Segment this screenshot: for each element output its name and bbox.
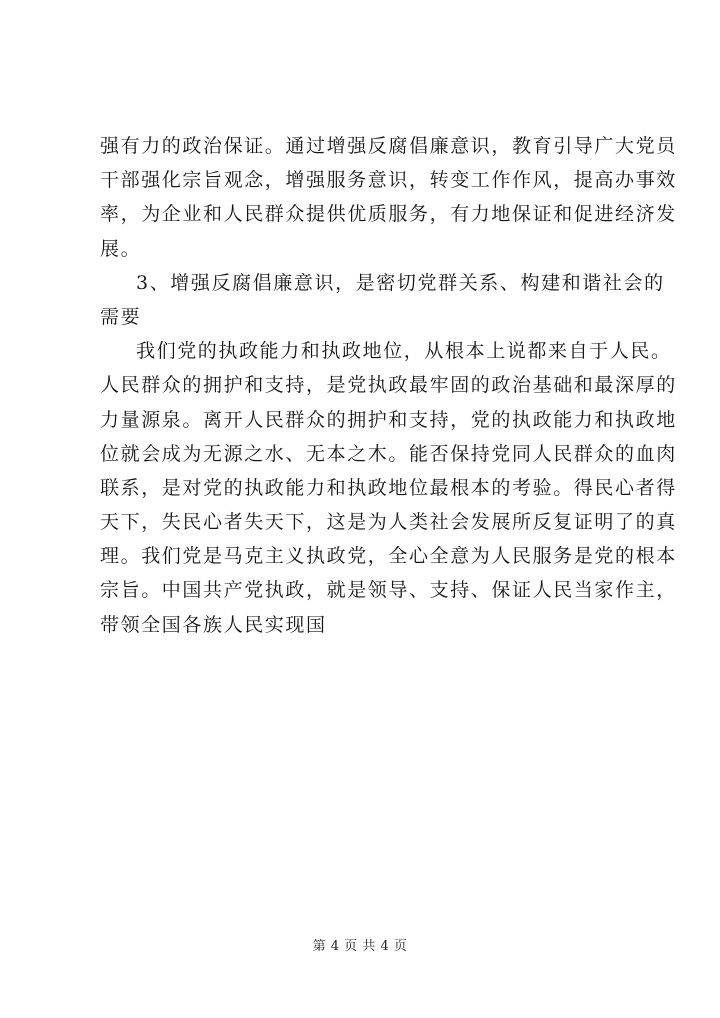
document-body [100, 129, 677, 642]
text-line-10: 位就会成为无源之水、无本之木。能否保持党同人民群众的血肉 [100, 442, 677, 465]
text-line-12: 天下，失民心者失天下，这是为人类社会发展所反复证明了的真 [100, 511, 677, 534]
text-line-15: 带领全国各族人民实现国 [100, 613, 327, 636]
text-line-1: 强有力的政治保证。通过增强反腐倡廉意识，教育引导广大党员 [100, 135, 677, 157]
section-heading-line-2: 需要 [100, 305, 142, 328]
text-line-7: 我们党的执政能力和执政地位，从根本上说都来自于人民。 [136, 340, 672, 363]
text-line-11: 联系，是对党的执政能力和执政地位最根本的考验。得民心者得 [100, 476, 677, 499]
text-line-3: 率，为企业和人民群众提供优质服务，有力地保证和促进经济发 [100, 203, 677, 226]
page-footer [0, 938, 720, 956]
text-line-9: 力量源泉。离开人民群众的拥护和支持，党的执政能力和执政地 [100, 408, 677, 431]
text-line-8: 人民群众的拥护和支持，是党执政最牢固的政治基础和最深厚的 [100, 374, 677, 397]
text-line-13: 理。我们党是马克主义执政党，全心全意为人民服务是党的根本 [100, 545, 677, 568]
text-line-14: 宗旨。中国共产党执政，就是领导、支持、保证人民当家作主， [100, 579, 677, 602]
page-number-label: 第 4 页 共 4 页 [312, 939, 408, 954]
text-line-2: 干部强化宗旨观念，增强服务意识，转变工作作风，提高办事效 [100, 169, 677, 192]
section-heading-line-1: 3、增强反腐倡廉意识，是密切党群关系、构建和谐社会的 [136, 271, 665, 294]
text-line-4: 展。 [100, 237, 142, 260]
